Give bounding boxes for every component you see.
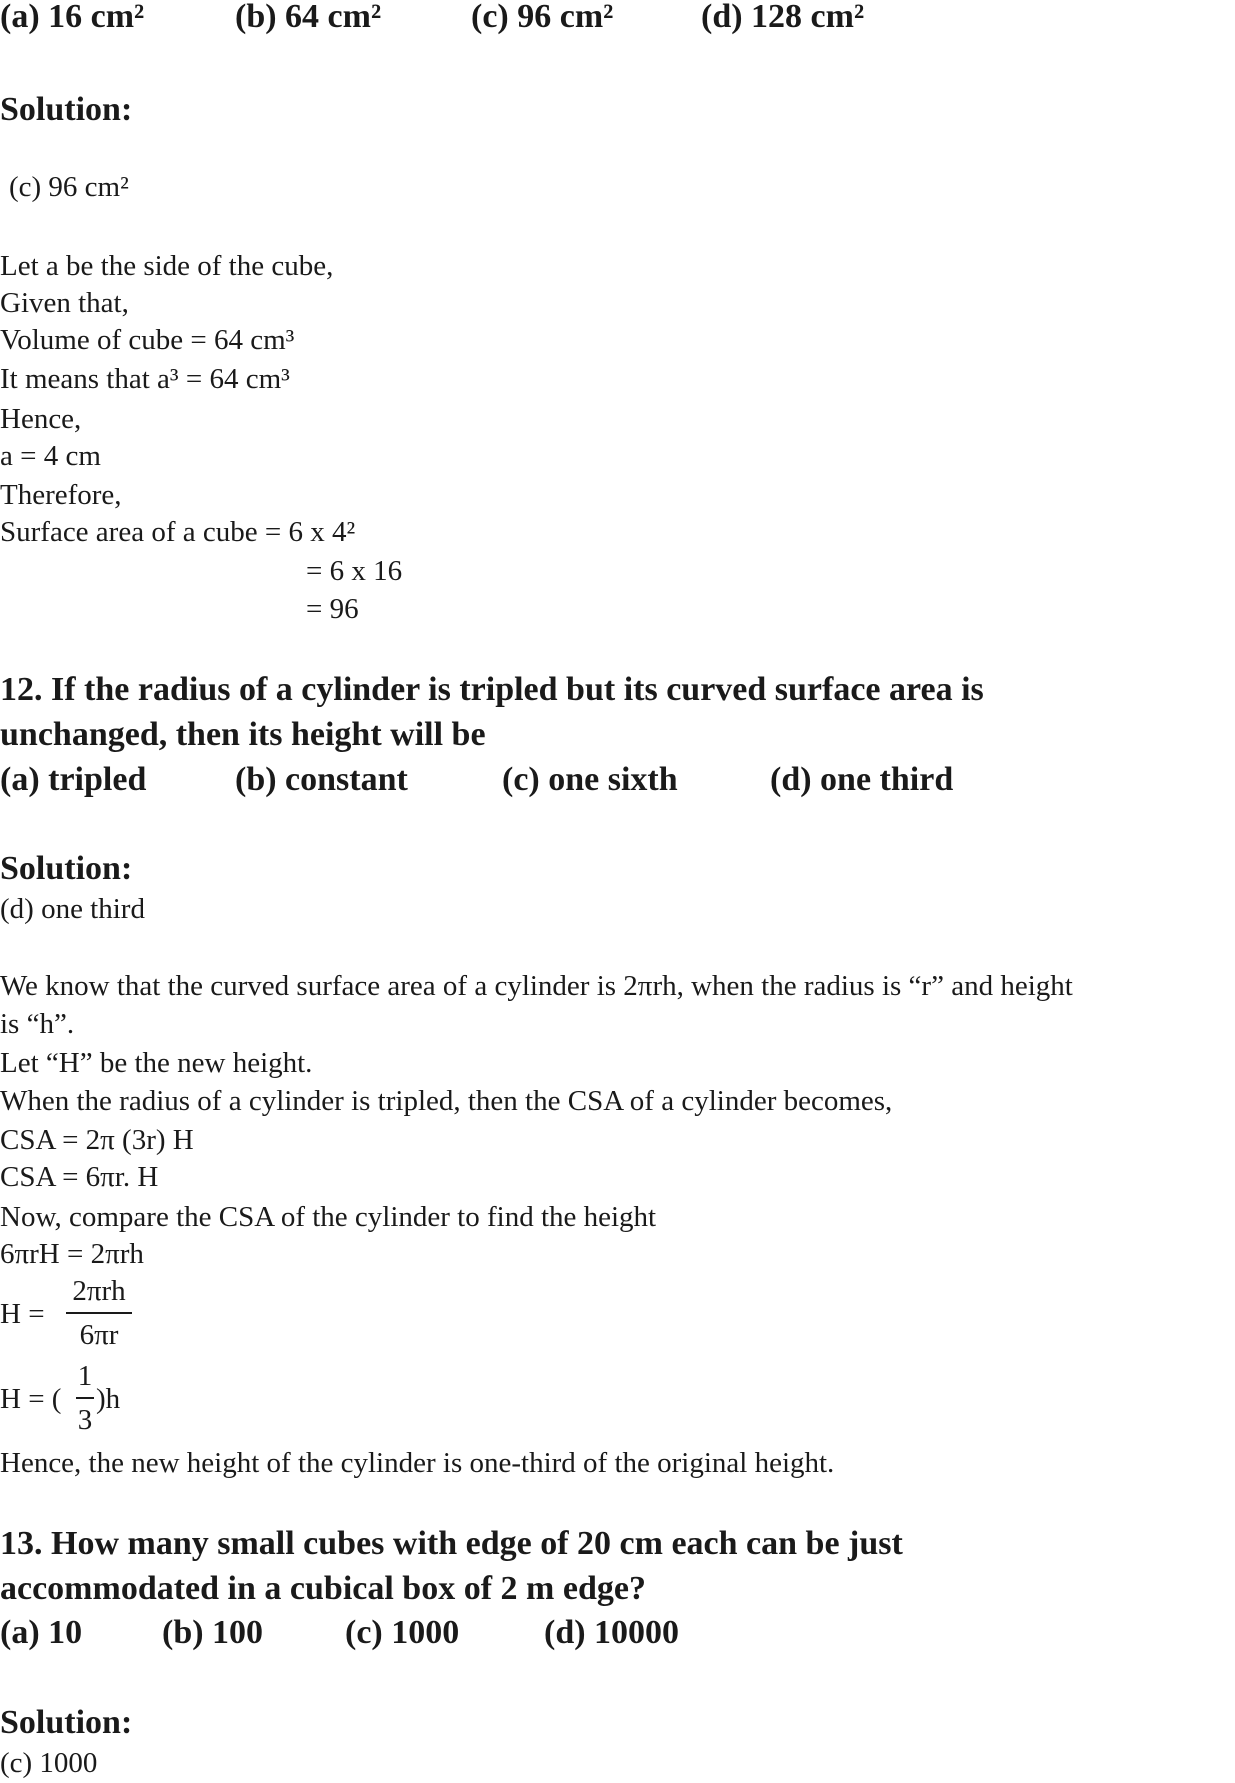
q11-option-c: (c) 96 cm²	[471, 0, 614, 35]
q11-line: Let a be the side of the cube,	[0, 250, 334, 282]
fraction	[76, 1359, 94, 1437]
q13-question: 13. How many small cubes with edge of 20 cm each can be just	[0, 1525, 903, 1562]
q12-question: 12. If the radius of a cylinder is tripled but its curved surface area is	[0, 671, 984, 708]
q13-option-a: (a) 10	[0, 1614, 83, 1651]
q11-option-a: (a) 16 cm²	[0, 0, 145, 35]
q13-solution-heading: Solution:	[0, 1704, 133, 1741]
q12-solution-heading: Solution:	[0, 850, 133, 887]
q13-option-d: (d) 10000	[544, 1614, 680, 1651]
q12-line: We know that the curved surface area of a cylinder is 2πrh, when the radius is “r” and height	[0, 970, 1073, 1002]
q11-line: Surface area of a cube = 6 x 4²	[0, 516, 356, 548]
q11-option-b: (b) 64 cm²	[235, 0, 382, 35]
fraction-denominator: 6πr	[79, 1319, 119, 1351]
q12-line: CSA = 2π (3r) H	[0, 1124, 194, 1156]
q13-question: accommodated in a cubical box of 2 m edge?	[0, 1570, 646, 1607]
equation-lhs: H = (	[0, 1383, 62, 1415]
fraction-numerator: 2πrh	[72, 1275, 126, 1307]
q12-question: unchanged, then its height will be	[0, 716, 486, 753]
equation-lhs: H =	[0, 1298, 45, 1330]
q11-line: = 6 x 16	[306, 555, 403, 587]
q12-line: When the radius of a cylinder is tripled, then the CSA of a cylinder becomes,	[0, 1085, 893, 1117]
q11-answer: (c) 96 cm²	[9, 171, 129, 203]
q12-line: Now, compare the CSA of the cylinder to find the height	[0, 1201, 657, 1233]
q12-option-c: (c) one sixth	[502, 761, 678, 798]
q11-solution-heading: Solution:	[0, 91, 133, 128]
q11-line: Given that,	[0, 287, 129, 319]
q11-line: Therefore,	[0, 479, 122, 511]
q12-option-a: (a) tripled	[0, 761, 147, 798]
fraction	[66, 1274, 132, 1352]
q12-option-d: (d) one third	[770, 761, 954, 798]
q11-option-d: (d) 128 cm²	[701, 0, 865, 35]
fraction-numerator: 1	[77, 1360, 93, 1392]
q13-option-c: (c) 1000	[345, 1614, 460, 1651]
q12-line: Let “H” be the new height.	[0, 1047, 313, 1079]
q11-line: It means that a³ = 64 cm³	[0, 363, 290, 395]
q12-conclusion: Hence, the new height of the cylinder is one-third of the original height.	[0, 1447, 835, 1479]
q12-line: CSA = 6πr. H	[0, 1161, 159, 1193]
q12-line: is “h”.	[0, 1008, 75, 1040]
fraction-bar	[76, 1397, 94, 1399]
fraction-denominator: 3	[77, 1404, 93, 1436]
q13-answer: (c) 1000	[0, 1747, 98, 1779]
q11-line: Hence,	[0, 403, 82, 435]
q12-option-b: (b) constant	[235, 761, 408, 798]
q12-line: 6πrH = 2πrh	[0, 1238, 144, 1270]
q12-answer: (d) one third	[0, 893, 145, 925]
q11-line: Volume of cube = 64 cm³	[0, 324, 295, 356]
q13-option-b: (b) 100	[162, 1614, 264, 1651]
q11-line: a = 4 cm	[0, 440, 101, 472]
q11-line: = 96	[306, 593, 359, 625]
equation-rhs: )h	[96, 1383, 121, 1415]
fraction-bar	[66, 1312, 132, 1314]
